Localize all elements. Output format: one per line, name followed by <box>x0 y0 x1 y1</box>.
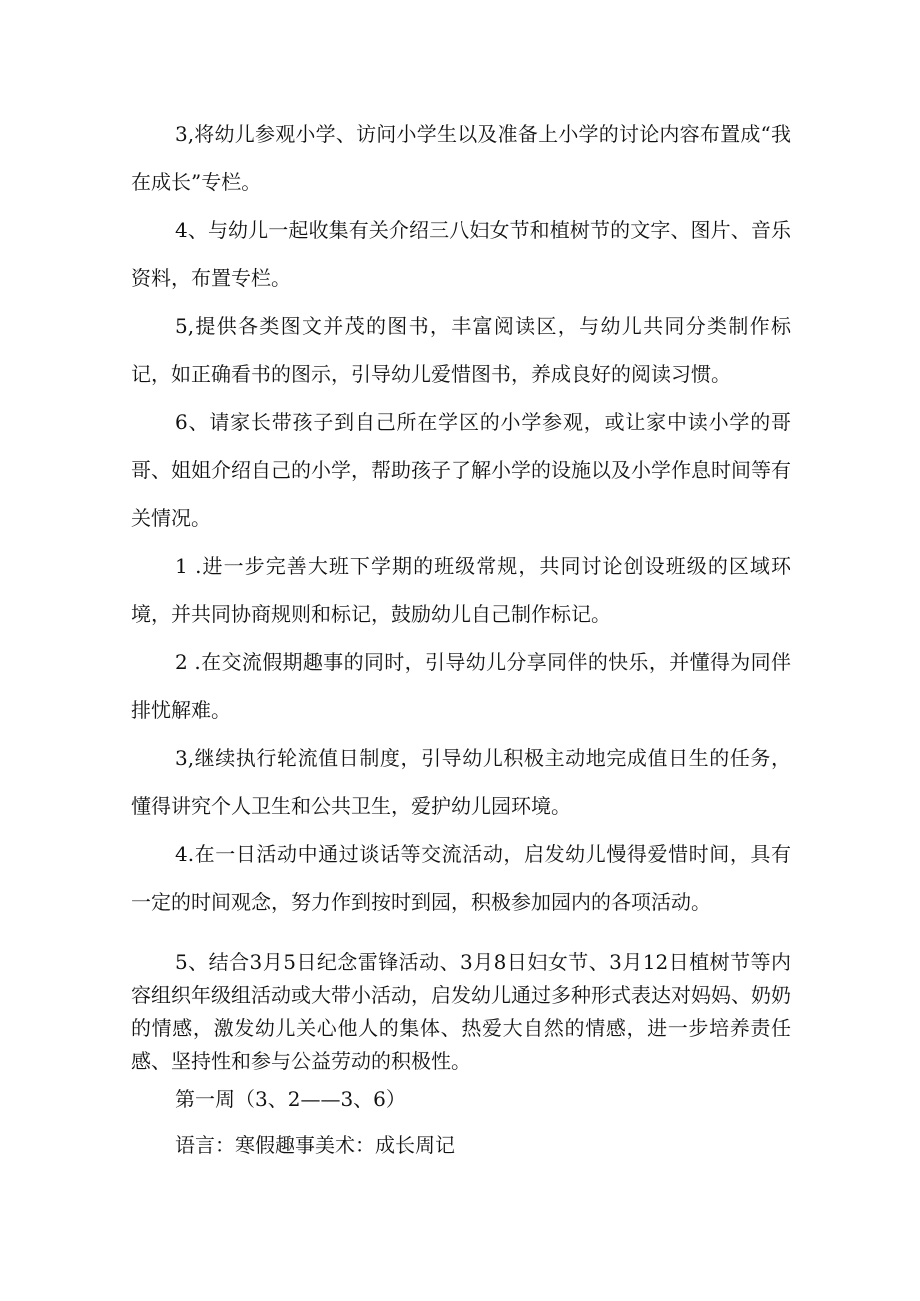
subjects-line: 语言：寒假趣事美术：成长周记 <box>175 1133 455 1157</box>
paragraph-goal-5-festivals: 5、结合3月5日纪念雷锋活动、3月8日妇女节、3月12日植树节等内容组织年级组活动或大带小活动，启发幼儿通过多种形式表达对妈妈、奶奶的情感，激发幼儿关心他人的集体、热爱大自然的情感，进一步培养责任感、坚持性和参与公益劳动的积极性。 <box>131 950 791 1073</box>
paragraph-item-5-reading: 5,提供各类图文并茂的图书，丰富阅读区，与幼儿共同分类制作标记，如正确看书的图示，引导幼儿爱惜图书，养成良好的阅读习惯。 <box>131 314 791 386</box>
paragraph-goal-4-time: 4.在一日活动中通过谈话等交流活动，启发幼儿慢得爱惜时间，具有一定的时间观念，努力作到按时到园，积极参加园内的各项活动。 <box>131 842 791 914</box>
paragraph-goal-2-sharing: 2 .在交流假期趣事的同时，引导幼儿分享同伴的快乐，并懂得为同伴排忧解难。 <box>131 650 791 722</box>
paragraph-goal-3-duty: 3,继续执行轮流值日制度，引导幼儿积极主动地完成值日生的任务，懂得讲究个人卫生和公共卫生，爱护幼儿园环境。 <box>131 746 791 818</box>
paragraph-item-4-materials: 4、与幼儿一起收集有关介绍三八妇女节和植树节的文字、图片、音乐资料，布置专栏。 <box>131 218 791 290</box>
paragraph-item-6-parents: 6、请家长带孩子到自己所在学区的小学参观，或让家中读小学的哥哥、姐姐介绍自己的小学，帮助孩子了解小学的设施以及小学作息时间等有关情况。 <box>131 410 791 530</box>
paragraph-item-3-display: 3,将幼儿参观小学、访问小学生以及准备上小学的讨论内容布置成“我在成长”专栏。 <box>131 122 791 194</box>
paragraph-goal-1-routine: 1 .进一步完善大班下学期的班级常规，共同讨论创设班级的区域环境，并共同协商规则和标记，鼓励幼儿自己制作标记。 <box>131 554 791 626</box>
week-heading: 第一周（3、2——3、6） <box>175 1087 406 1111</box>
